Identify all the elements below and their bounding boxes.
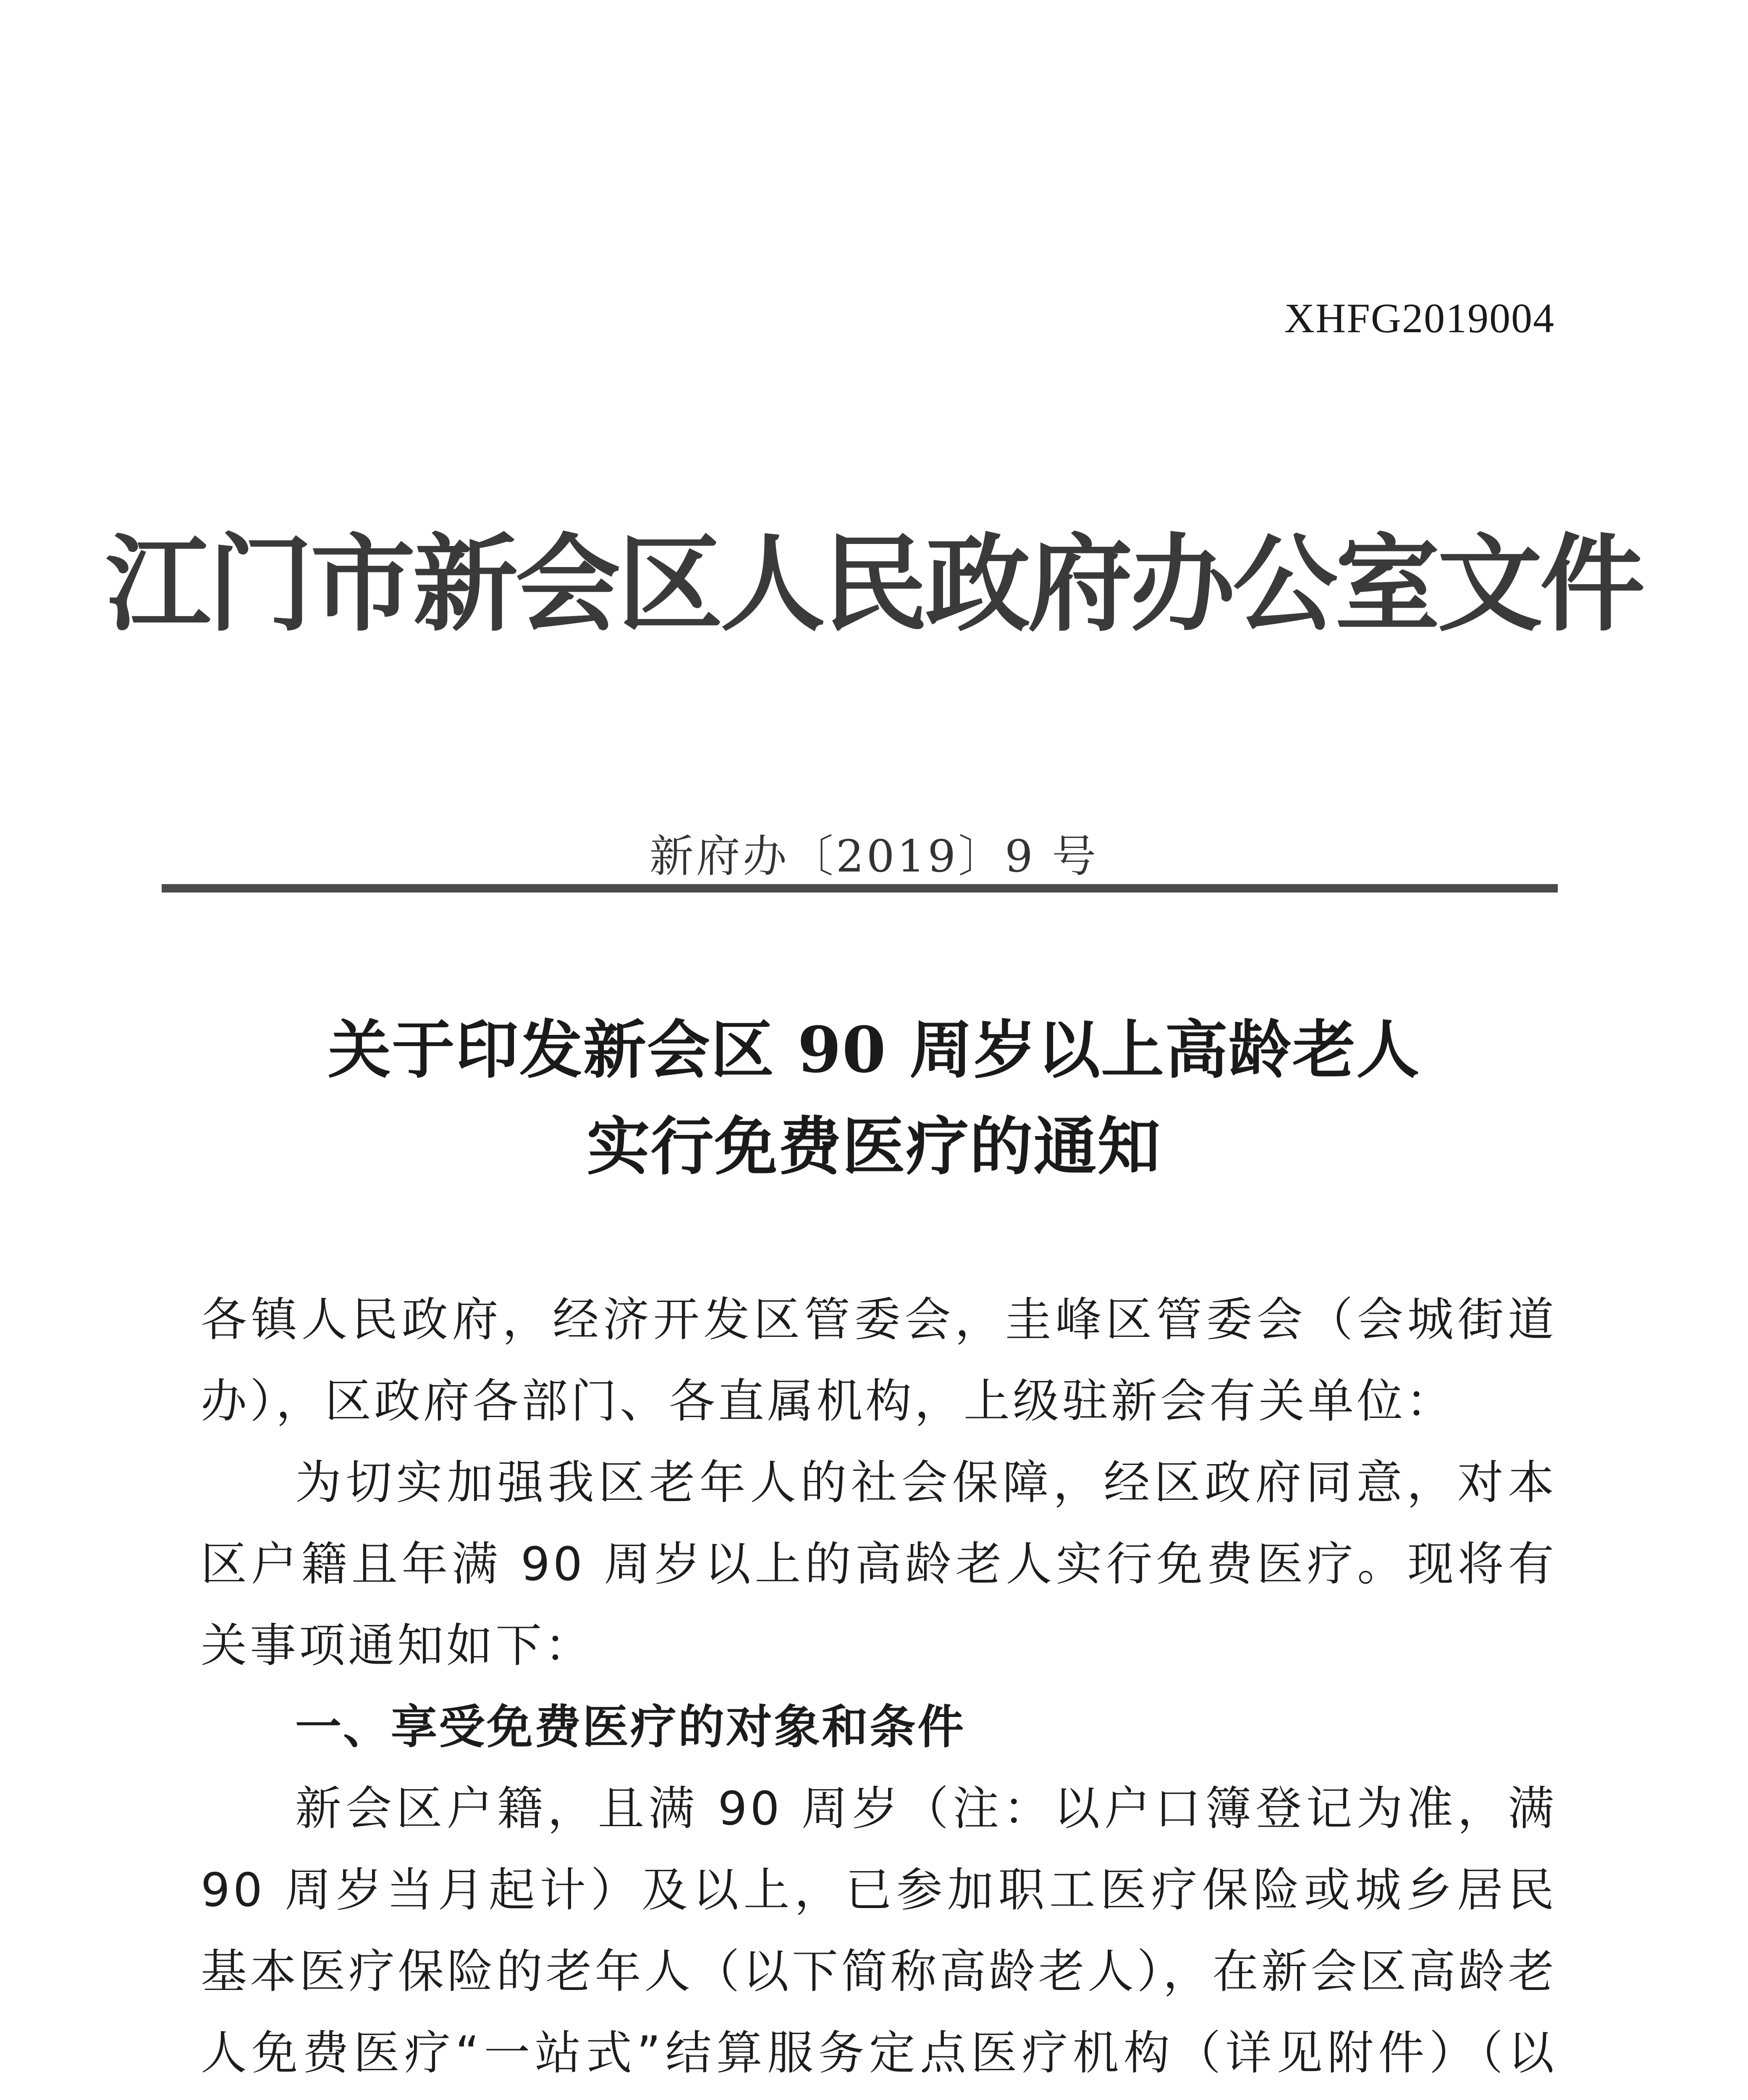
notice-body	[201, 1279, 1557, 2100]
notice-title-line-2: 实行免费医疗的通知	[587, 1110, 1161, 1184]
document-number: 新府办〔2019〕9 号	[649, 831, 1099, 882]
notice-title-line-1: 关于印发新会区 90 周岁以上高龄老人	[328, 1013, 1420, 1087]
addressee-paragraph: 各镇人民政府，经济开发区管委会，圭峰区管委会（会城街道办），区政府各部门、各直属机构，上级驻新会有关单位：	[201, 1293, 1557, 1428]
issuer-title: 江门市新会区人民政府办公室文件	[105, 522, 1643, 646]
section-1-heading: 一、享受免费医疗的对象和条件	[295, 1700, 965, 1754]
header-divider	[162, 884, 1558, 892]
intro-paragraph: 为切实加强我区老年人的社会保障，经区政府同意，对本区户籍且年满 90 周岁以上的高龄老人实行免费医疗。现将有关事项通知如下：	[201, 1456, 1557, 1672]
document-code: XHFG2019004	[1284, 295, 1555, 341]
section-1-paragraph: 新会区户籍，且满 90 周岁（注：以户口簿登记为准，满 90 周岁当月起计）及以上，已参加职工医疗保险或城乡居民基本医疗保险的老年人（以下简称高龄老人），在新会区高龄老人免费医疗“一站式”结算服务定点医疗机构（详见附件）（以	[201, 1782, 1557, 2080]
notice-title	[0, 1002, 1748, 1195]
